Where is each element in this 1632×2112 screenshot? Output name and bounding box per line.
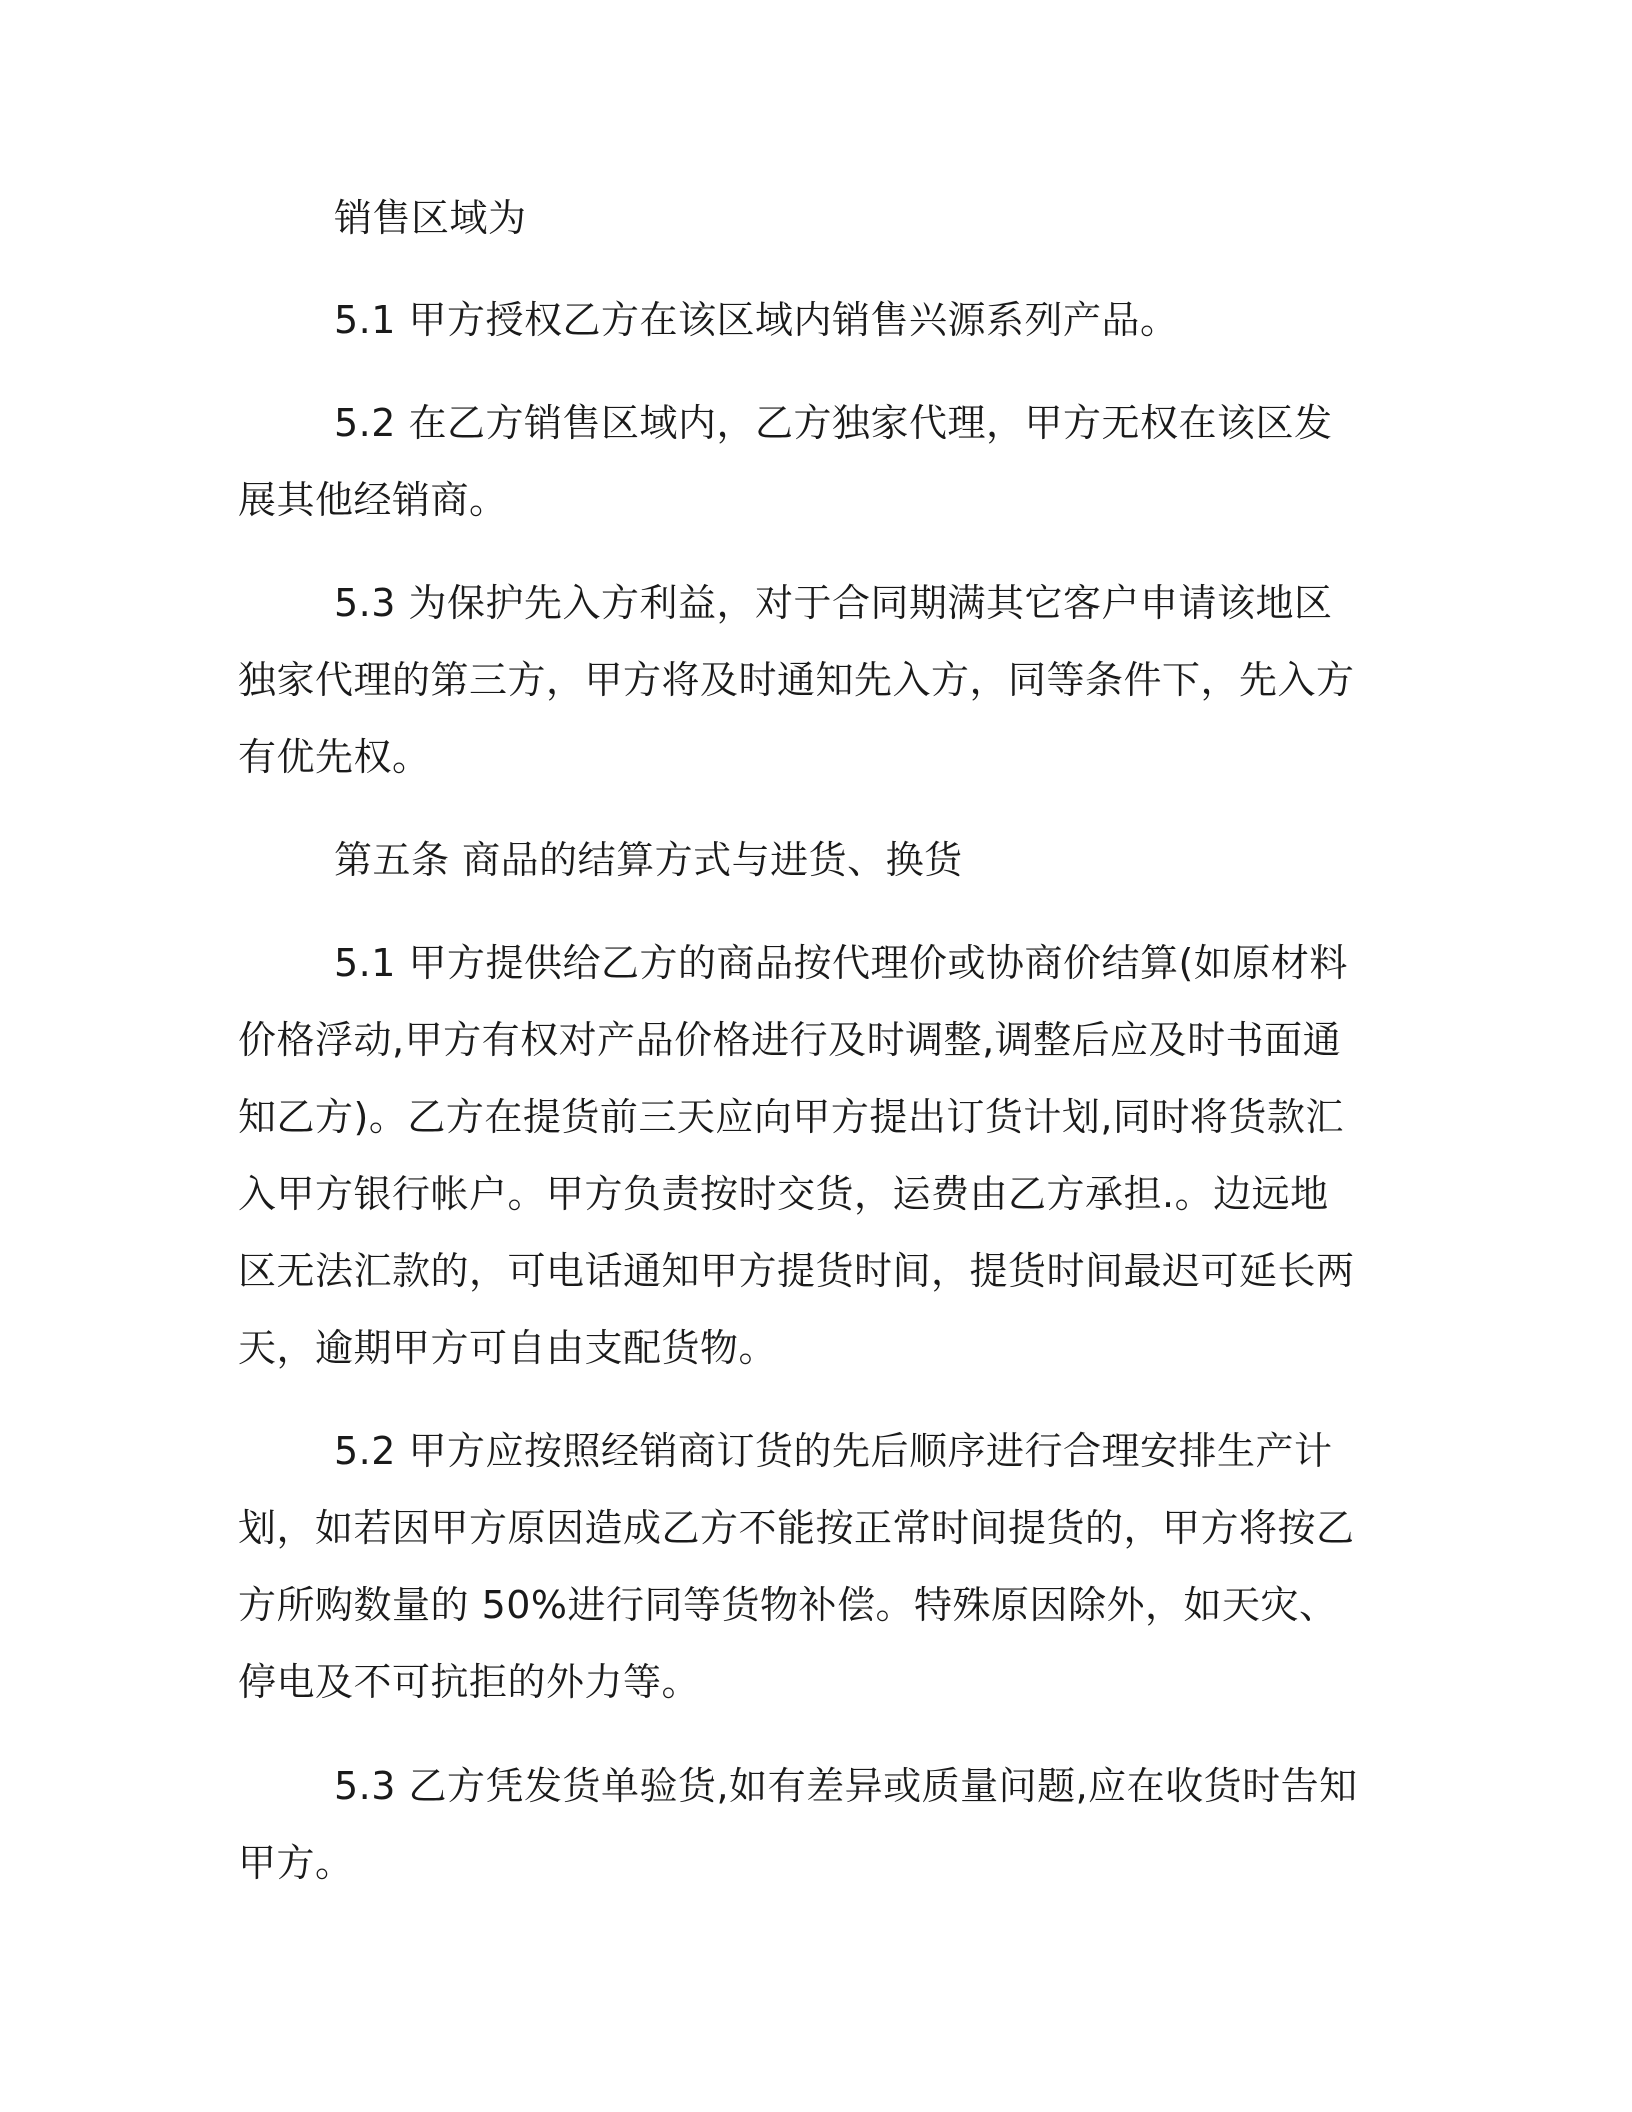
clause-5-1-authorization: 5.1 甲方授权乙方在该区域内销售兴源系列产品。 <box>334 298 1179 342</box>
clause-5-3-inspection: 5.3 乙方凭发货单验货,如有差异或质量问题,应在收货时告知甲方。 <box>238 1764 1358 1885</box>
clause-5-3-priority-right: 5.3 为保护先入方利益，对于合同期满其它客户申请该地区独家代理的第三方，甲方将及时通知先入方，同等条件下，先入方有优先权。 <box>238 581 1355 779</box>
sales-region-line: 销售区域为 <box>334 196 527 240</box>
clause-5-1-settlement: 5.1 甲方提供给乙方的商品按代理价或协商价结算(如原材料价格浮动,甲方有权对产品价格进行及时调整,调整后应及时书面通知乙方)。乙方在提货前三天应向甲方提出订货计划,同时将货款汇入甲方银行帐户。甲方负责按时交货，运费由乙方承担.。边远地区无法汇款的，可电话通知甲方提货时间，提货时间最迟可延长两天，逾期甲方可自由支配货物。 <box>238 941 1355 1370</box>
clause-5-2-exclusive-agency: 5.2 在乙方销售区域内，乙方独家代理，甲方无权在该区发展其他经销商。 <box>238 401 1333 522</box>
article-5-heading: 第五条 商品的结算方式与进货、换货 <box>334 838 963 882</box>
clause-5-2-production-plan: 5.2 甲方应按照经销商订货的先后顺序进行合理安排生产计划，如若因甲方原因造成乙方不能按正常时间提货的，甲方将按乙方所购数量的 50%进行同等货物补偿。特殊原因除外，如天灾、停电及不可抗拒的外力等。 <box>238 1429 1355 1704</box>
